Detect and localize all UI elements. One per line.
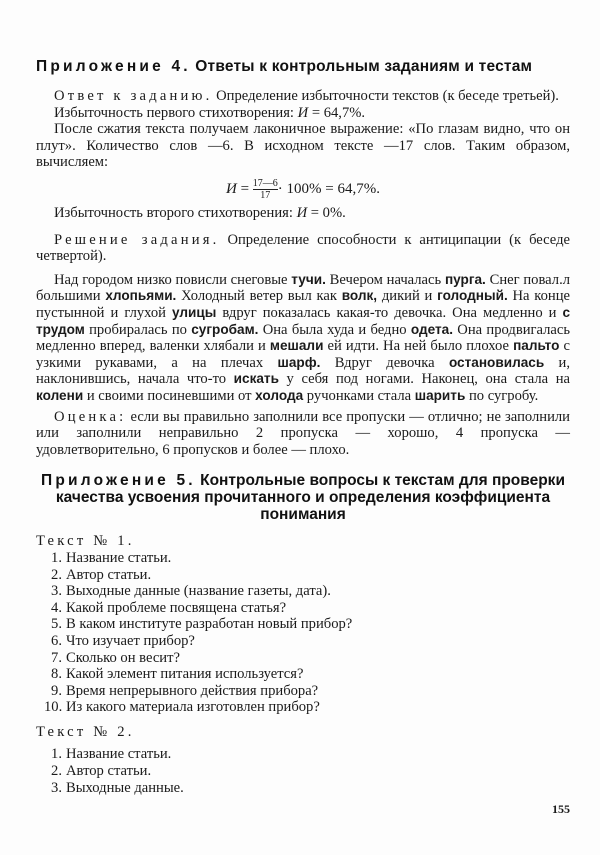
appendix-4-title xyxy=(36,58,570,76)
redundancy-second-value: = 0%. xyxy=(307,205,346,222)
question-number: 2. xyxy=(51,566,62,583)
missing-word: пурга. xyxy=(444,271,486,287)
solution-label: Решение задания. xyxy=(54,231,220,248)
answer-paragraph xyxy=(36,88,570,105)
question-item xyxy=(44,550,570,567)
missing-word: хлопьями. xyxy=(105,288,177,304)
story-text: Вдруг девочка xyxy=(320,354,449,371)
redundancy-first-text: Избыточность первого стихотворения: xyxy=(54,104,298,121)
formula-equals: = xyxy=(236,180,253,197)
question-text: Автор статьи. xyxy=(66,763,152,780)
grade-text: если вы правильно заполнили все пропуски — отлично; не заполнили или заполнили неправильно 2 пропуска — хорошо, 4 пропуска — удовлетворительно, 6 пропусков и более — плохо. xyxy=(36,408,570,458)
question-number: 3. xyxy=(51,583,62,600)
question-number: 9. xyxy=(51,682,62,699)
missing-word: пальто xyxy=(513,338,560,354)
story-paragraph xyxy=(36,272,570,405)
question-item xyxy=(44,600,570,617)
story-text: по сугробу. xyxy=(465,387,539,404)
appendix-5-heading-block xyxy=(36,472,570,523)
question-text: Время непрерывного действия прибора? xyxy=(66,682,319,699)
question-item xyxy=(44,583,570,600)
question-item xyxy=(44,780,570,797)
question-text: Название статьи. xyxy=(66,746,172,763)
missing-word: остановилась xyxy=(448,354,545,370)
formula-fraction xyxy=(253,178,278,201)
missing-word: искать xyxy=(233,371,279,387)
question-item xyxy=(44,633,570,650)
question-number: 1. xyxy=(51,746,62,763)
question-item xyxy=(44,650,570,667)
missing-word: холода xyxy=(255,387,304,403)
question-item xyxy=(44,683,570,700)
story-text: пробиралась по xyxy=(84,321,192,338)
story-text: и, наклонившись, начала что-то xyxy=(36,354,571,388)
story-text: ей идти. На ней было плохое xyxy=(323,338,514,355)
solution-section xyxy=(36,232,570,459)
story-text: дикий и xyxy=(377,288,438,305)
question-item xyxy=(44,763,570,780)
question-number: 6. xyxy=(51,632,62,649)
fraction-numerator: 17—6 xyxy=(252,178,278,190)
text-2-label: Текст № 2. xyxy=(36,723,135,740)
question-number: 4. xyxy=(51,599,62,616)
missing-word: с трудом xyxy=(36,305,571,337)
question-item xyxy=(44,746,570,763)
redundancy-second-text: Избыточность второго стихотворения: xyxy=(54,205,297,222)
appendix-5-title xyxy=(36,472,570,523)
formula-result: · 100% = 64,7%. xyxy=(277,180,380,197)
question-text: Сколько он весит? xyxy=(66,649,180,666)
page-number: 155 xyxy=(552,802,570,817)
formula-variable: И xyxy=(225,180,237,197)
question-text: Из какого материала изготовлен прибор? xyxy=(66,699,320,716)
appendix-4-answers xyxy=(36,88,570,222)
question-text: В каком институте разработан новый прибор? xyxy=(66,616,353,633)
story-text: с узкими рукавами, а на плечах xyxy=(36,338,570,371)
missing-word: шарф. xyxy=(277,354,321,370)
redundancy-first xyxy=(36,105,570,122)
text-1-questions xyxy=(36,533,570,716)
missing-word: мешали xyxy=(269,338,324,354)
story-text: ручонками стала xyxy=(303,387,415,404)
story-text: Снег повал.л большими xyxy=(36,271,570,305)
missing-word: сугробам. xyxy=(191,321,259,337)
text-1-label: Текст № 1. xyxy=(36,533,135,550)
question-number: 1. xyxy=(51,549,62,566)
question-number: 8. xyxy=(51,666,62,683)
variable-i: И xyxy=(297,104,309,121)
missing-word: тучи. xyxy=(291,271,326,287)
redundancy-second xyxy=(36,205,570,222)
question-text: Какой элемент питания используется? xyxy=(66,666,304,683)
appendix-4-heading-block xyxy=(36,58,570,76)
story-text: На конце пустынной и глухой xyxy=(36,288,571,321)
missing-word: улицы xyxy=(172,305,217,320)
title-text: Контрольные вопросы к текстам для проверки качества усвоения прочитанного и определения коэффициента понимания xyxy=(55,472,565,524)
answer-label: Ответ к заданию. xyxy=(54,88,213,104)
compression-paragraph: После сжатия текста получаем лаконичное выражение: «По глазам видно, что он плут». Количество слов —6. В исходном тексте —17 слов. Таким образом, вычисляем: xyxy=(36,121,570,171)
redundancy-formula xyxy=(36,177,570,201)
title-prefix: Приложение 5. xyxy=(41,472,196,490)
solution-paragraph xyxy=(36,232,570,265)
question-number: 3. xyxy=(51,779,62,796)
question-item xyxy=(44,567,570,584)
missing-word: одета. xyxy=(410,321,453,337)
solution-text: Определение способности к антиципации (к беседе четвертой). xyxy=(36,231,570,265)
question-text: Выходные данные (название газеты, дата). xyxy=(66,583,331,600)
story-text: у себя под ногами. Наконец, она стала на xyxy=(278,371,570,388)
title-text: Ответы к контрольным заданиям и тестам xyxy=(190,58,533,75)
fraction-denominator: 17 xyxy=(260,190,271,202)
question-number: 7. xyxy=(51,649,62,666)
question-number: 5. xyxy=(51,616,62,633)
missing-word: волк, xyxy=(341,288,378,304)
story-text: и своими посиневшими от xyxy=(83,387,256,404)
missing-word: колени xyxy=(36,387,84,403)
title-prefix: Приложение 4. xyxy=(36,58,191,75)
text-2-question-list xyxy=(44,746,570,796)
question-item xyxy=(44,699,570,716)
question-text: Что изучает прибор? xyxy=(66,632,195,649)
question-text: Выходные данные. xyxy=(66,779,184,796)
missing-word: шарить xyxy=(414,387,466,403)
question-text: Название статьи. xyxy=(66,549,172,566)
grade-label: Оценка: xyxy=(54,408,127,425)
question-number: 2. xyxy=(51,763,62,780)
grade-paragraph xyxy=(36,409,570,459)
question-number: 10. xyxy=(44,699,63,716)
variable-i: И xyxy=(296,205,308,222)
question-text: Какой проблеме посвящена статья? xyxy=(66,599,287,616)
text-2-questions xyxy=(36,724,570,796)
story-text: Холодный ветер выл как xyxy=(176,288,342,305)
story-text: Она продвигалась медленно вперед, валенки хлябали и xyxy=(36,321,570,355)
answer-text: Определение избыточности текстов (к беседе третьей). xyxy=(212,88,559,104)
story-text: Она была худа и бедно xyxy=(258,321,411,338)
question-text: Автор статьи. xyxy=(66,566,152,583)
story-text: вдруг показалась какая-то девочка. Она медленно и xyxy=(216,305,563,321)
redundancy-first-value: = 64,7%. xyxy=(308,104,366,121)
text-1-question-list xyxy=(44,550,570,716)
story-text: Вечером началась xyxy=(325,271,445,288)
story-text: Над городом низко повисли снеговые xyxy=(54,271,292,288)
question-item xyxy=(44,666,570,683)
question-item xyxy=(44,616,570,633)
missing-word: голодный. xyxy=(437,288,508,304)
